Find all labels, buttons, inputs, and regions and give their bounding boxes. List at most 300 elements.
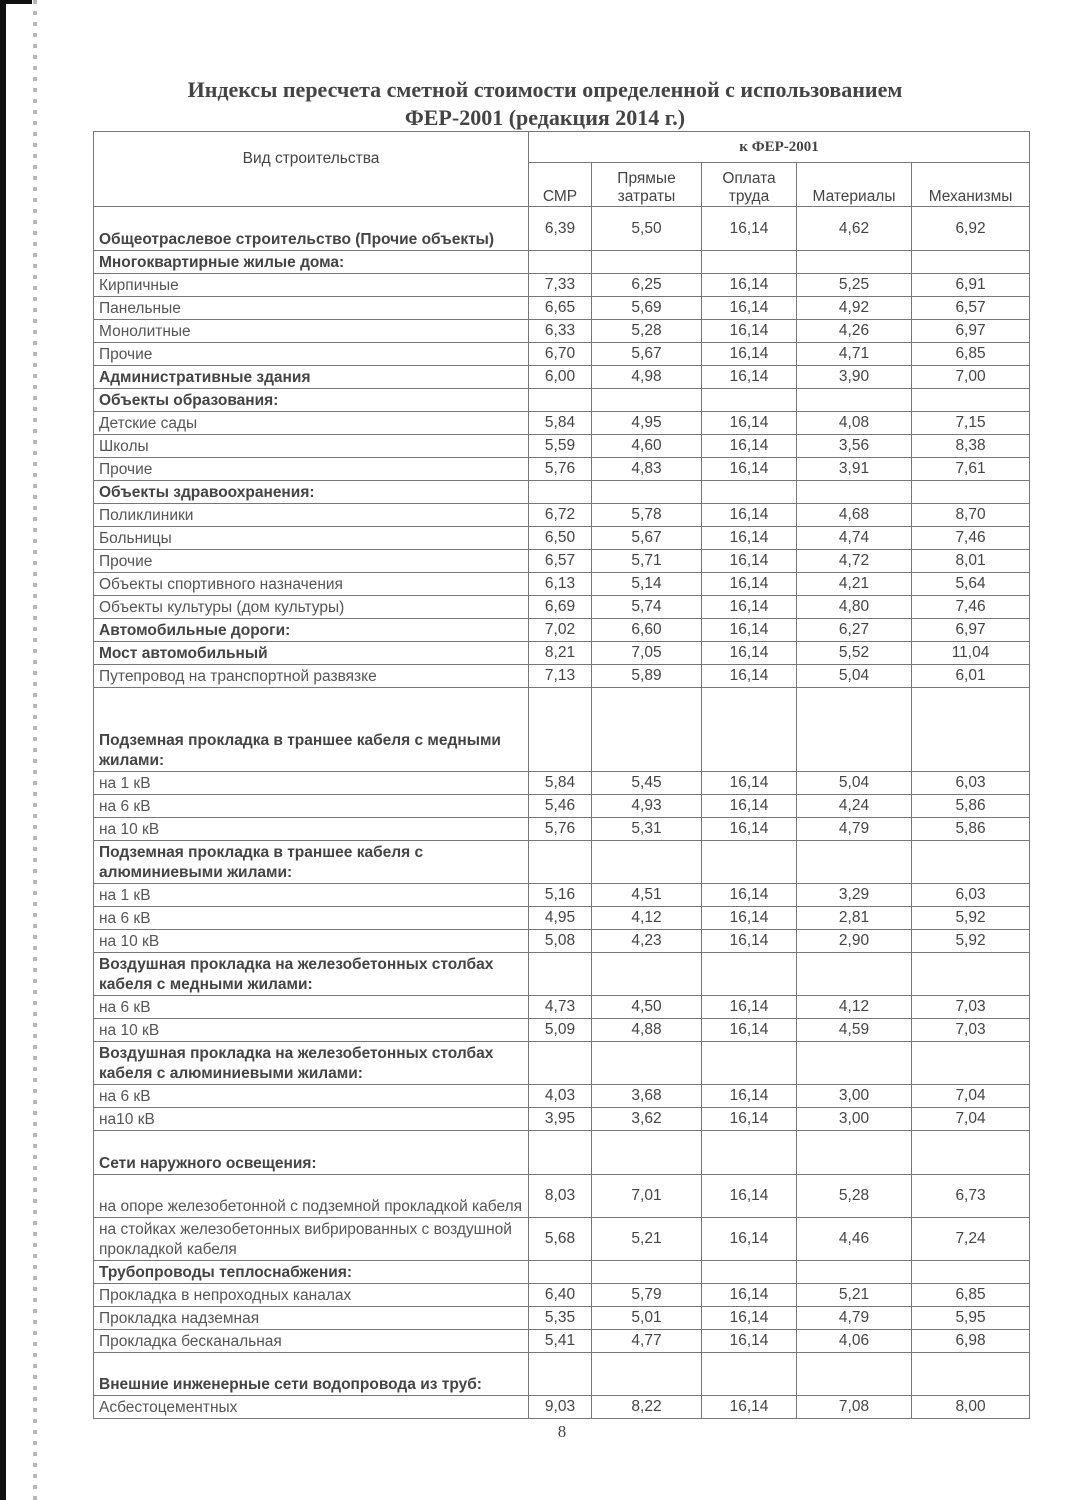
cell-labor: 16,14 (702, 297, 797, 320)
row-category-label: Административные здания (94, 366, 529, 389)
cell-machinery: 6,85 (912, 343, 1030, 366)
table-row (94, 884, 1030, 907)
row-category-label: Объекты здравоохранения: (94, 481, 529, 504)
cell-machinery: 6,92 (912, 207, 1030, 251)
cell-smr: 6,33 (529, 320, 592, 343)
cell-machinery: 6,91 (912, 274, 1030, 297)
cell-smr: 5,68 (529, 1218, 592, 1261)
row-label: Монолитные (94, 320, 529, 343)
cell-materials (797, 1042, 912, 1085)
cell-materials: 4,74 (797, 527, 912, 550)
cell-machinery: 6,57 (912, 297, 1030, 320)
cell-labor: 16,14 (702, 1330, 797, 1353)
cell-labor (702, 841, 797, 884)
cell-direct-costs: 6,60 (592, 619, 702, 642)
table-row (94, 953, 1030, 996)
cell-labor: 16,14 (702, 412, 797, 435)
row-label: Прочие (94, 343, 529, 366)
table-row (94, 841, 1030, 884)
cell-smr (529, 688, 592, 772)
cell-materials: 5,25 (797, 274, 912, 297)
table-row (94, 274, 1030, 297)
cell-machinery: 6,73 (912, 1175, 1030, 1218)
cell-labor (702, 1042, 797, 1085)
cell-materials: 2,81 (797, 907, 912, 930)
cell-machinery (912, 1261, 1030, 1284)
row-label: Детские сады (94, 412, 529, 435)
header-construction-type: Вид строительства (94, 132, 529, 207)
row-label: Прочие (94, 458, 529, 481)
cell-machinery (912, 1353, 1030, 1396)
table-row (94, 1108, 1030, 1131)
row-label: на 10 кВ (94, 1019, 529, 1042)
document-title (0, 76, 1090, 132)
cell-labor: 16,14 (702, 527, 797, 550)
row-label: на опоре железобетонной с подземной прокладкой кабеля (94, 1175, 529, 1218)
cell-materials (797, 389, 912, 412)
cell-direct-costs: 5,31 (592, 818, 702, 841)
table-row (94, 665, 1030, 688)
cell-materials: 5,52 (797, 642, 912, 665)
cell-direct-costs: 3,62 (592, 1108, 702, 1131)
cell-direct-costs (592, 481, 702, 504)
scan-border (0, 0, 6, 1500)
cell-materials: 4,79 (797, 818, 912, 841)
table-row (94, 435, 1030, 458)
perforation-marks (33, 0, 37, 1500)
cell-materials: 4,80 (797, 596, 912, 619)
cell-labor (702, 1131, 797, 1175)
cell-smr: 5,84 (529, 772, 592, 795)
cell-smr (529, 1131, 592, 1175)
row-category-label: Объекты образования: (94, 389, 529, 412)
cell-smr: 5,41 (529, 1330, 592, 1353)
cell-smr: 3,95 (529, 1108, 592, 1131)
cell-direct-costs (592, 1042, 702, 1085)
table-row (94, 1353, 1030, 1396)
row-category-label: Многоквартирные жилые дома: (94, 251, 529, 274)
cell-materials: 3,90 (797, 366, 912, 389)
cell-machinery: 6,01 (912, 665, 1030, 688)
cell-labor: 16,14 (702, 930, 797, 953)
table-row (94, 458, 1030, 481)
cell-smr: 6,39 (529, 207, 592, 251)
cell-labor: 16,14 (702, 665, 797, 688)
cell-smr (529, 1042, 592, 1085)
cell-labor (702, 1353, 797, 1396)
row-label: на 10 кВ (94, 818, 529, 841)
cell-labor: 16,14 (702, 642, 797, 665)
cell-smr: 6,72 (529, 504, 592, 527)
cell-machinery: 5,86 (912, 818, 1030, 841)
cell-smr: 7,33 (529, 274, 592, 297)
cell-machinery: 6,03 (912, 772, 1030, 795)
cell-direct-costs: 8,22 (592, 1396, 702, 1419)
cell-labor (702, 481, 797, 504)
cell-direct-costs (592, 688, 702, 772)
cell-direct-costs (592, 953, 702, 996)
cell-materials: 5,04 (797, 665, 912, 688)
header-machinery: Механизмы (912, 163, 1030, 207)
cell-labor: 16,14 (702, 1175, 797, 1218)
cell-materials: 4,72 (797, 550, 912, 573)
row-category-label: Автомобильные дороги: (94, 619, 529, 642)
cell-labor: 16,14 (702, 907, 797, 930)
cell-labor: 16,14 (702, 504, 797, 527)
cell-machinery (912, 688, 1030, 772)
row-category-label: Подземная прокладка в траншее кабеля с алюминиевыми жилами: (94, 841, 529, 884)
cell-machinery: 7,24 (912, 1218, 1030, 1261)
table-row (94, 412, 1030, 435)
row-category-label: Внешние инженерные сети водопровода из труб: (94, 1353, 529, 1396)
cell-smr: 5,09 (529, 1019, 592, 1042)
table-row (94, 619, 1030, 642)
cell-labor: 16,14 (702, 366, 797, 389)
cell-smr: 6,65 (529, 297, 592, 320)
cell-direct-costs: 4,77 (592, 1330, 702, 1353)
row-category-label: Воздушная прокладка на железобетонных столбах кабеля с медными жилами: (94, 953, 529, 996)
cell-smr (529, 481, 592, 504)
row-label: на стойках железобетонных вибрированных с воздушной прокладкой кабеля (94, 1218, 529, 1261)
table-row (94, 772, 1030, 795)
cell-machinery: 6,97 (912, 619, 1030, 642)
cell-materials (797, 953, 912, 996)
cell-direct-costs: 5,21 (592, 1218, 702, 1261)
cell-materials: 5,04 (797, 772, 912, 795)
cell-machinery (912, 1131, 1030, 1175)
cell-smr: 6,70 (529, 343, 592, 366)
cell-direct-costs: 5,67 (592, 527, 702, 550)
cell-direct-costs: 5,28 (592, 320, 702, 343)
table-row (94, 1175, 1030, 1218)
row-category-label: Общеотраслевое строительство (Прочие объекты) (94, 207, 529, 251)
cell-direct-costs: 4,50 (592, 996, 702, 1019)
cell-smr (529, 1261, 592, 1284)
table-row (94, 1019, 1030, 1042)
header-direct-costs: Прямые затраты (592, 163, 702, 207)
cell-materials (797, 251, 912, 274)
scan-border-top (0, 0, 32, 4)
cell-machinery: 5,92 (912, 930, 1030, 953)
cell-direct-costs: 5,14 (592, 573, 702, 596)
cell-machinery: 7,61 (912, 458, 1030, 481)
cell-machinery (912, 251, 1030, 274)
table-row (94, 343, 1030, 366)
table-row (94, 996, 1030, 1019)
cell-direct-costs: 3,68 (592, 1085, 702, 1108)
cell-materials: 5,21 (797, 1284, 912, 1307)
cell-labor: 16,14 (702, 274, 797, 297)
cell-labor: 16,14 (702, 573, 797, 596)
cell-smr (529, 841, 592, 884)
cell-materials (797, 1261, 912, 1284)
cell-direct-costs: 7,01 (592, 1175, 702, 1218)
cell-smr: 6,69 (529, 596, 592, 619)
table-row (94, 1042, 1030, 1085)
cell-labor: 16,14 (702, 550, 797, 573)
cell-labor: 16,14 (702, 343, 797, 366)
cell-materials: 4,62 (797, 207, 912, 251)
cell-direct-costs (592, 1353, 702, 1396)
row-label: Поликлиники (94, 504, 529, 527)
cell-labor: 16,14 (702, 1284, 797, 1307)
row-label: Кирпичные (94, 274, 529, 297)
cell-smr: 5,46 (529, 795, 592, 818)
cell-smr: 8,03 (529, 1175, 592, 1218)
cell-labor: 16,14 (702, 1396, 797, 1419)
cell-materials (797, 481, 912, 504)
cell-materials (797, 1353, 912, 1396)
cell-labor: 16,14 (702, 1108, 797, 1131)
cell-direct-costs (592, 841, 702, 884)
cell-direct-costs: 5,79 (592, 1284, 702, 1307)
cell-materials (797, 688, 912, 772)
table-row (94, 1330, 1030, 1353)
cell-machinery: 7,00 (912, 366, 1030, 389)
cell-materials: 4,24 (797, 795, 912, 818)
cell-materials: 2,90 (797, 930, 912, 953)
cell-materials: 3,00 (797, 1108, 912, 1131)
row-label: Прокладка надземная (94, 1307, 529, 1330)
row-label: Асбестоцементных (94, 1396, 529, 1419)
header-smr: СМР (529, 163, 592, 207)
cell-machinery (912, 1042, 1030, 1085)
table-row (94, 1284, 1030, 1307)
cell-materials: 3,29 (797, 884, 912, 907)
cell-machinery: 6,85 (912, 1284, 1030, 1307)
cell-machinery: 8,00 (912, 1396, 1030, 1419)
cell-machinery: 5,64 (912, 573, 1030, 596)
row-label: на 6 кВ (94, 996, 529, 1019)
cell-materials: 7,08 (797, 1396, 912, 1419)
row-label: Прокладка в непроходных каналах (94, 1284, 529, 1307)
row-label: Прокладка бесканальная (94, 1330, 529, 1353)
row-label: на 6 кВ (94, 795, 529, 818)
cell-smr: 5,76 (529, 458, 592, 481)
cell-smr: 6,40 (529, 1284, 592, 1307)
cell-labor: 16,14 (702, 320, 797, 343)
cell-labor: 16,14 (702, 884, 797, 907)
cell-direct-costs: 5,78 (592, 504, 702, 527)
cell-materials: 4,26 (797, 320, 912, 343)
table-row (94, 930, 1030, 953)
cell-direct-costs: 4,98 (592, 366, 702, 389)
cell-materials: 6,27 (797, 619, 912, 642)
row-label: Путепровод на транспортной развязке (94, 665, 529, 688)
cell-machinery (912, 841, 1030, 884)
cell-labor: 16,14 (702, 795, 797, 818)
cell-direct-costs: 6,25 (592, 274, 702, 297)
cell-smr: 4,73 (529, 996, 592, 1019)
cell-direct-costs (592, 251, 702, 274)
cell-smr: 6,00 (529, 366, 592, 389)
table-row (94, 207, 1030, 251)
table-row (94, 504, 1030, 527)
row-label: на 6 кВ (94, 1085, 529, 1108)
row-category-label: Подземная прокладка в траншее кабеля с медными жилами: (94, 688, 529, 772)
cell-smr: 8,21 (529, 642, 592, 665)
cell-machinery (912, 389, 1030, 412)
cell-materials: 3,00 (797, 1085, 912, 1108)
cell-direct-costs: 4,83 (592, 458, 702, 481)
cell-smr: 5,59 (529, 435, 592, 458)
cell-smr: 6,13 (529, 573, 592, 596)
cell-direct-costs: 4,51 (592, 884, 702, 907)
row-label: на 6 кВ (94, 907, 529, 930)
table-row (94, 1131, 1030, 1175)
cell-labor: 16,14 (702, 1085, 797, 1108)
cell-materials: 3,56 (797, 435, 912, 458)
cell-materials: 4,06 (797, 1330, 912, 1353)
cell-direct-costs: 7,05 (592, 642, 702, 665)
cell-direct-costs (592, 1261, 702, 1284)
cell-machinery: 5,95 (912, 1307, 1030, 1330)
row-label: Больницы (94, 527, 529, 550)
table-row (94, 596, 1030, 619)
table-row (94, 481, 1030, 504)
table-row (94, 573, 1030, 596)
cell-direct-costs (592, 389, 702, 412)
cell-machinery: 7,04 (912, 1108, 1030, 1131)
cell-smr: 4,95 (529, 907, 592, 930)
cell-labor: 16,14 (702, 1218, 797, 1261)
cell-machinery: 5,86 (912, 795, 1030, 818)
cell-smr (529, 389, 592, 412)
cell-smr: 9,03 (529, 1396, 592, 1419)
cell-machinery: 7,03 (912, 1019, 1030, 1042)
table-row (94, 251, 1030, 274)
cell-machinery: 8,01 (912, 550, 1030, 573)
cell-materials: 4,92 (797, 297, 912, 320)
cell-direct-costs: 5,01 (592, 1307, 702, 1330)
cell-smr: 6,57 (529, 550, 592, 573)
cell-labor: 16,14 (702, 1019, 797, 1042)
cell-direct-costs: 5,50 (592, 207, 702, 251)
cell-direct-costs: 4,12 (592, 907, 702, 930)
cell-direct-costs: 5,67 (592, 343, 702, 366)
table-row (94, 1261, 1030, 1284)
cell-labor: 16,14 (702, 207, 797, 251)
table-row (94, 818, 1030, 841)
table-row (94, 1218, 1030, 1261)
table-row (94, 550, 1030, 573)
cell-direct-costs: 5,74 (592, 596, 702, 619)
table-row (94, 320, 1030, 343)
cell-smr (529, 251, 592, 274)
cell-direct-costs: 5,45 (592, 772, 702, 795)
cell-direct-costs: 4,88 (592, 1019, 702, 1042)
cell-labor: 16,14 (702, 818, 797, 841)
table-row (94, 795, 1030, 818)
cell-smr: 7,13 (529, 665, 592, 688)
row-category-label: Трубопроводы теплоснабжения: (94, 1261, 529, 1284)
cell-direct-costs: 4,60 (592, 435, 702, 458)
cell-smr: 4,03 (529, 1085, 592, 1108)
cell-materials: 4,59 (797, 1019, 912, 1042)
table-row (94, 1396, 1030, 1419)
cell-labor: 16,14 (702, 458, 797, 481)
title-line-1: Индексы пересчета сметной стоимости определенной с использованием (187, 77, 903, 102)
cell-materials: 4,79 (797, 1307, 912, 1330)
cell-materials (797, 1131, 912, 1175)
cell-smr: 5,84 (529, 412, 592, 435)
table-row (94, 688, 1030, 772)
cell-direct-costs: 5,69 (592, 297, 702, 320)
cell-direct-costs (592, 1131, 702, 1175)
cell-machinery: 7,04 (912, 1085, 1030, 1108)
cell-smr: 5,35 (529, 1307, 592, 1330)
table-row (94, 366, 1030, 389)
table-body (94, 207, 1030, 1419)
row-label: Объекты культуры (дом культуры) (94, 596, 529, 619)
cell-materials: 4,46 (797, 1218, 912, 1261)
cell-machinery (912, 481, 1030, 504)
header-materials: Материалы (797, 163, 912, 207)
row-label: на 10 кВ (94, 930, 529, 953)
cell-smr (529, 1353, 592, 1396)
cell-smr: 5,76 (529, 818, 592, 841)
cell-materials (797, 841, 912, 884)
cell-labor: 16,14 (702, 996, 797, 1019)
cell-labor: 16,14 (702, 435, 797, 458)
row-label: Панельные (94, 297, 529, 320)
cell-machinery: 7,15 (912, 412, 1030, 435)
row-label: на 1 кВ (94, 772, 529, 795)
cell-materials: 5,28 (797, 1175, 912, 1218)
cell-machinery: 6,98 (912, 1330, 1030, 1353)
cell-labor: 16,14 (702, 619, 797, 642)
table-row (94, 907, 1030, 930)
table-row (94, 297, 1030, 320)
cell-labor: 16,14 (702, 596, 797, 619)
title-line-2: ФЕР-2001 (редакция 2014 г.) (404, 105, 686, 130)
cell-materials: 4,21 (797, 573, 912, 596)
cell-smr: 5,16 (529, 884, 592, 907)
table-row (94, 642, 1030, 665)
cell-labor (702, 389, 797, 412)
cell-materials: 3,91 (797, 458, 912, 481)
cell-machinery: 8,70 (912, 504, 1030, 527)
cell-labor (702, 953, 797, 996)
cell-labor (702, 688, 797, 772)
table-row (94, 527, 1030, 550)
cell-direct-costs: 5,71 (592, 550, 702, 573)
cell-smr: 6,50 (529, 527, 592, 550)
index-table (93, 131, 1030, 1419)
cell-direct-costs: 5,89 (592, 665, 702, 688)
row-label: Школы (94, 435, 529, 458)
cell-machinery: 7,46 (912, 596, 1030, 619)
row-category-label: Мост автомобильный (94, 642, 529, 665)
row-label: на10 кВ (94, 1108, 529, 1131)
cell-machinery: 11,04 (912, 642, 1030, 665)
cell-materials: 4,68 (797, 504, 912, 527)
cell-machinery: 7,46 (912, 527, 1030, 550)
cell-machinery: 7,03 (912, 996, 1030, 1019)
table-row (94, 1085, 1030, 1108)
cell-direct-costs: 4,93 (592, 795, 702, 818)
cell-labor: 16,14 (702, 1307, 797, 1330)
cell-machinery: 6,03 (912, 884, 1030, 907)
cell-machinery: 8,38 (912, 435, 1030, 458)
cell-machinery: 5,92 (912, 907, 1030, 930)
table-row (94, 1307, 1030, 1330)
cell-materials: 4,12 (797, 996, 912, 1019)
cell-labor: 16,14 (702, 772, 797, 795)
cell-direct-costs: 4,23 (592, 930, 702, 953)
header-labor: Оплата труда (702, 163, 797, 207)
cell-smr: 5,08 (529, 930, 592, 953)
